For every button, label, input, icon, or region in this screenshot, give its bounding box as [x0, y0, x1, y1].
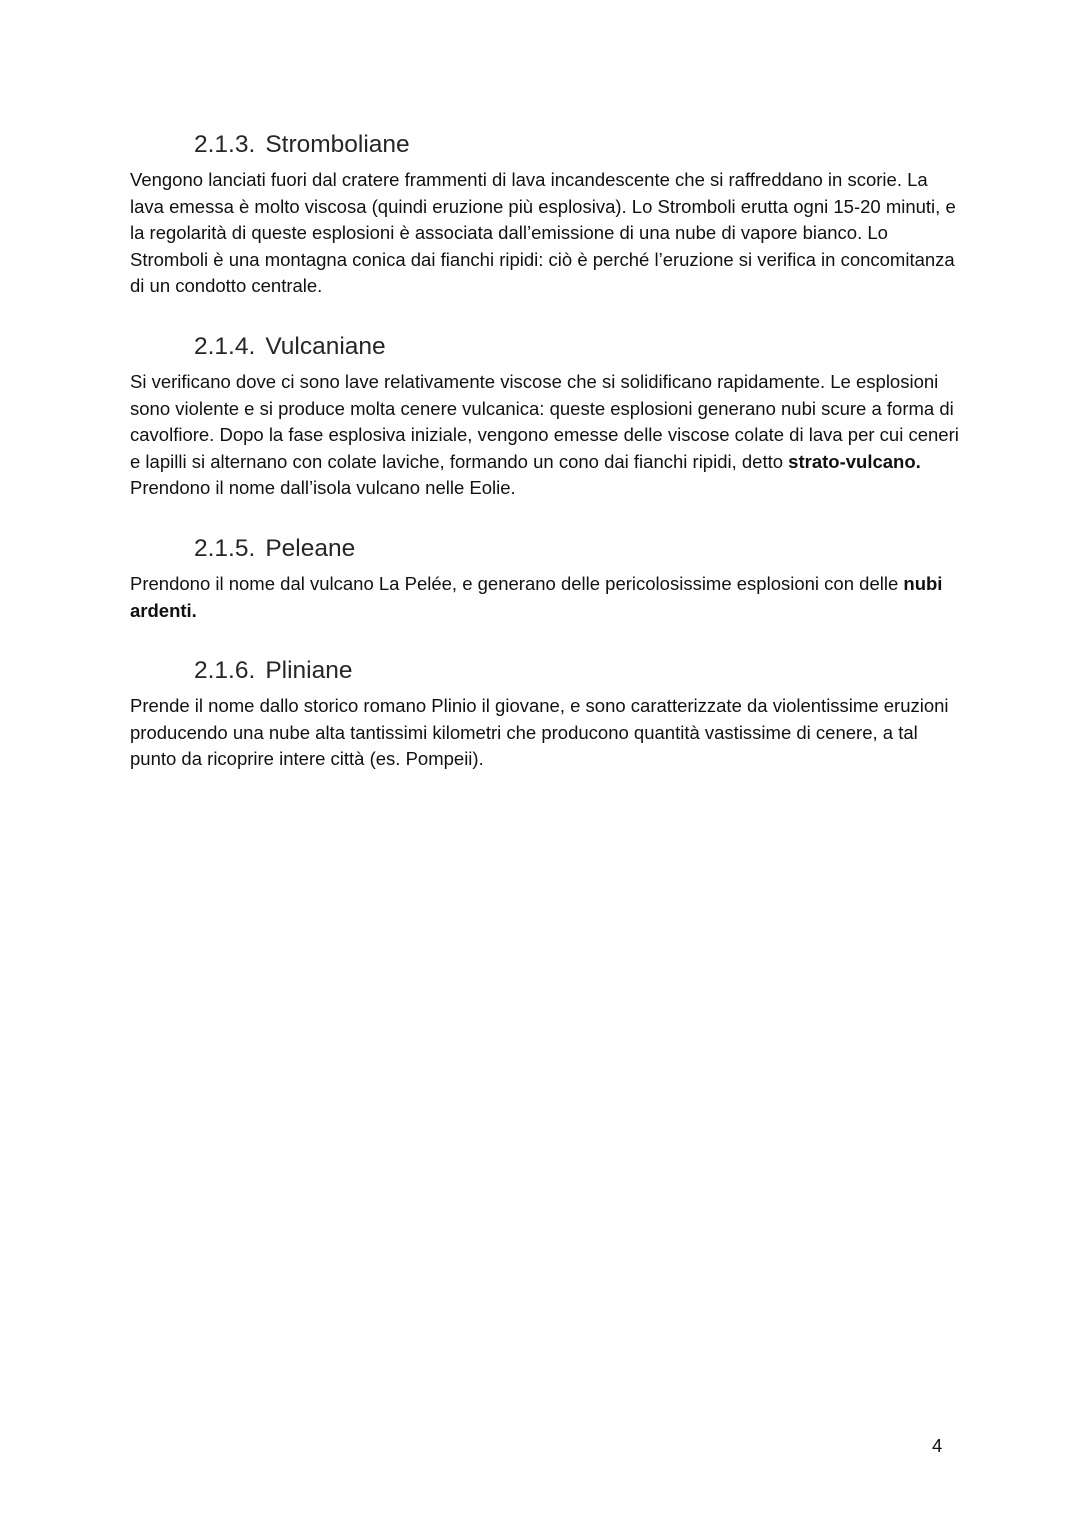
section-heading — [194, 332, 960, 362]
section-paragraph — [130, 369, 960, 502]
section-paragraph — [130, 571, 960, 624]
paragraph-text: Prendono il nome dal vulcano La Pelée, e generano delle pericolosissime esplosioni con delle — [130, 573, 904, 594]
page-number: 4 — [932, 1435, 943, 1456]
section-pliniane — [130, 656, 960, 773]
section-number: 2.1.4. — [194, 333, 256, 360]
paragraph-text: Si verificano dove ci sono lave relativamente viscose che si solidificano rapidamente. Le esplosioni sono violente e si produce molta cenere vulcanica: queste esplosioni generano nubi scure a forma di cavolfiore. Dopo la fase esplosiva iniziale, vengono emesse delle viscose colate di lava per cui ceneri e lapilli si alternano con colate laviche, formando un cono dai fianchi ripidi, detto — [130, 371, 959, 472]
section-vulcaniane — [130, 332, 960, 502]
section-peleane — [130, 534, 960, 624]
section-heading — [194, 130, 960, 160]
section-stromboliane — [130, 130, 960, 300]
section-title: Pliniane — [265, 657, 353, 684]
section-number: 2.1.5. — [194, 535, 256, 562]
bold-term: nubi ardenti. — [130, 573, 943, 621]
section-heading — [194, 656, 960, 686]
section-paragraph — [130, 167, 960, 300]
section-number: 2.1.3. — [194, 131, 256, 158]
section-heading — [194, 534, 960, 564]
paragraph-text: Prende il nome dallo storico romano Plinio il giovane, e sono caratterizzate da violentissime eruzioni producendo una nube alta tantissimi kilometri che producono quantità vastissime di cenere, a tal punto da ricoprire intere città (es. Pompeii). — [130, 695, 949, 769]
section-title: Vulcaniane — [265, 333, 386, 360]
section-title: Stromboliane — [265, 131, 410, 158]
paragraph-text: Vengono lanciati fuori dal cratere frammenti di lava incandescente che si raffreddano in scorie. La lava emessa è molto viscosa (quindi eruzione più esplosiva). Lo Stromboli erutta ogni 15-20 minuti, e la regolarità di queste esplosioni è associata dall’emissione di una nube di vapore bianco. Lo Stromboli è una montagna conica dai fianchi ripidi: ciò è perché l’eruzione si verifica in concomitanza di un condotto centrale. — [130, 169, 956, 296]
section-title: Peleane — [265, 535, 356, 562]
paragraph-text-after: Prendono il nome dall’isola vulcano nelle Eolie. — [130, 477, 516, 498]
section-paragraph — [130, 693, 960, 773]
bold-term: strato-vulcano. — [788, 450, 921, 472]
section-number: 2.1.6. — [194, 657, 256, 684]
